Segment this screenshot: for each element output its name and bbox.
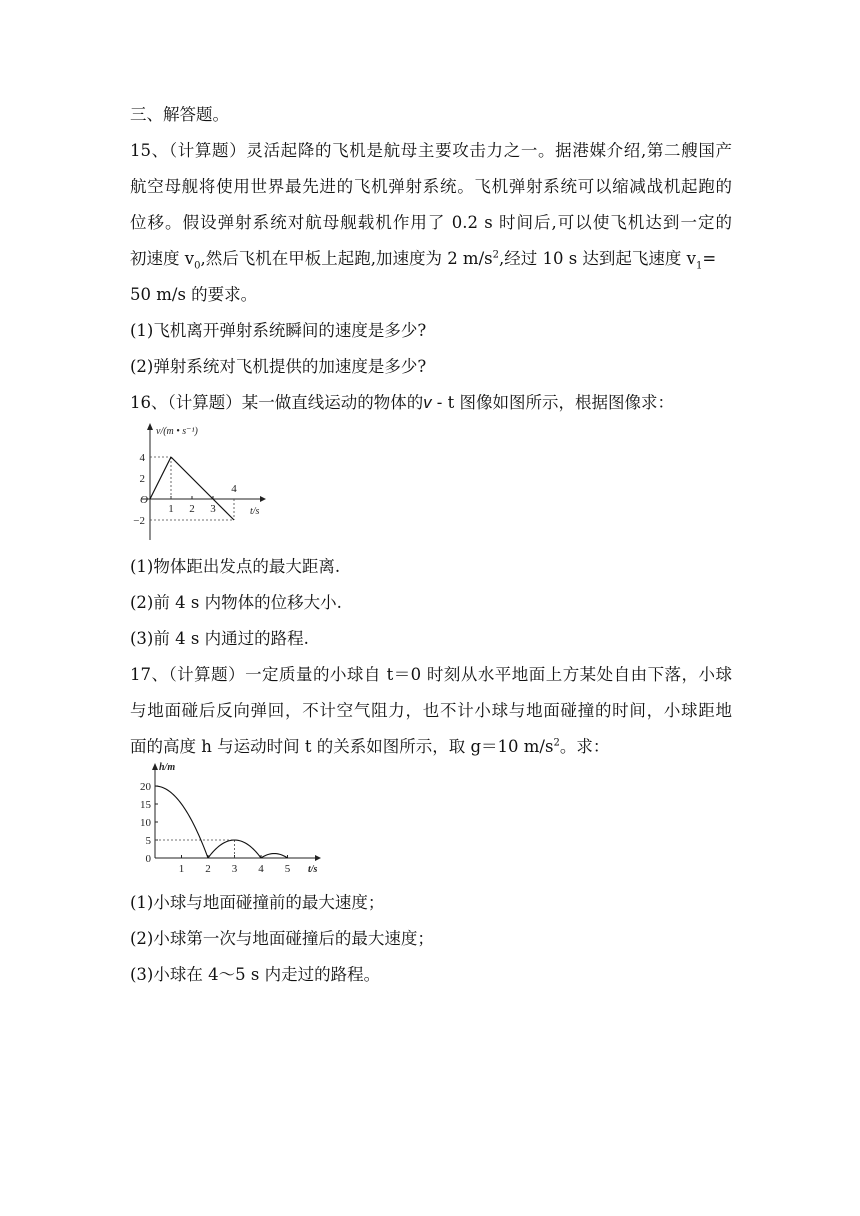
vt-segment	[171, 457, 213, 499]
y-axis-label: h/m	[159, 762, 176, 773]
origin-label: O	[140, 494, 148, 506]
ht-chart	[130, 758, 330, 876]
y-tick-label: 5	[145, 835, 151, 847]
q17-line-1: 17、（计算题）一定质量的小球自 t＝0 时刻从水平地面上方某处自由下落，小球	[130, 665, 732, 684]
vt-segment	[150, 457, 171, 499]
q15-sub-1: (1)飞机离开弹射系统瞬间的速度是多少?	[130, 321, 427, 340]
y-tick-label: 10	[140, 817, 151, 829]
q17-sub-2: (2)小球第一次与地面碰撞后的最大速度；	[130, 929, 434, 948]
x-tick-label: 2	[205, 863, 211, 875]
y-tick-label: 4	[139, 452, 145, 464]
y-tick-label: −2	[133, 515, 145, 527]
q15-line-2: 航空母舰将使用世界最先进的飞机弹射系统。飞机弹射系统可以缩减战机起跑的	[130, 177, 732, 196]
q15-number: 15、	[130, 141, 169, 160]
vt-chart	[130, 418, 270, 540]
y-axis-arrow	[152, 763, 158, 770]
x-tick-label: 2	[189, 503, 195, 515]
x-tick-label: 3	[210, 503, 216, 515]
x-tick-label: 3	[231, 863, 238, 875]
x-axis-arrow	[315, 855, 321, 861]
x-axis-label: t/s	[250, 506, 260, 517]
q17-sub-1: (1)小球与地面碰撞前的最大速度；	[130, 893, 385, 912]
q15-line-4: 初速度 $v_0$,然后飞机在甲板上起跑,加速度为 2 $m/s^2$,经过 10 s 达到起飞速度 $v_1=$	[130, 249, 717, 272]
x-axis-arrow	[260, 496, 266, 502]
q15-line-1: 15、（计算题）灵活起降的飞机是航母主要攻击力之一。据港媒介绍,第二艘国产	[130, 141, 732, 160]
q17-line-3: 面的高度 h 与运动时间 t 的关系如图所示，取 g＝10 $m/s^2$。求：	[130, 737, 610, 756]
q15-line-5: 50 m/s 的要求。	[130, 285, 258, 304]
x-axis-label: t/s	[308, 864, 318, 875]
x-tick-label: 4	[231, 483, 237, 495]
x-tick-label: 5	[284, 863, 291, 875]
q17-sub-3: (3)小球在 4～5 s 内走过的路程。	[130, 965, 381, 984]
y-tick-label: 20	[140, 781, 151, 793]
y-tick-label: 15	[140, 799, 151, 811]
y-axis-label: v/(m • s⁻¹)	[156, 426, 198, 437]
q15-sub-2: (2)弹射系统对飞机提供的加速度是多少?	[130, 357, 427, 376]
x-tick-label: 4	[258, 863, 264, 875]
section-heading: 三、解答题。	[130, 105, 229, 124]
fall-curve	[155, 786, 208, 858]
y-axis-arrow	[147, 423, 153, 430]
vt-segment	[213, 499, 234, 520]
q16-sub-2: (2)前 4 s 内物体的位移大小.	[130, 593, 342, 612]
y-tick-label: 0	[145, 853, 151, 865]
q17-line-2: 与地面碰后反向弹回，不计空气阻力，也不计小球与地面碰撞的时间，小球距地	[130, 701, 732, 720]
y-tick-label: 2	[139, 473, 145, 485]
x-tick-label: 1	[178, 863, 185, 875]
q16-sub-3: (3)前 4 s 内通过的路程.	[130, 629, 309, 648]
q16-sub-1: (1)物体距出发点的最大距离.	[130, 557, 341, 576]
bounce-curve-2	[261, 854, 288, 859]
q15-line-3: 位移。假设弹射系统对航母舰载机作用了 0.2 s 时间后,可以使飞机达到一定的	[130, 213, 732, 232]
x-tick-label: 1	[168, 503, 174, 515]
q16-intro: 16、（计算题）某一做直线运动的物体的v - t 图像如图所示，根据图像求：	[130, 393, 674, 412]
